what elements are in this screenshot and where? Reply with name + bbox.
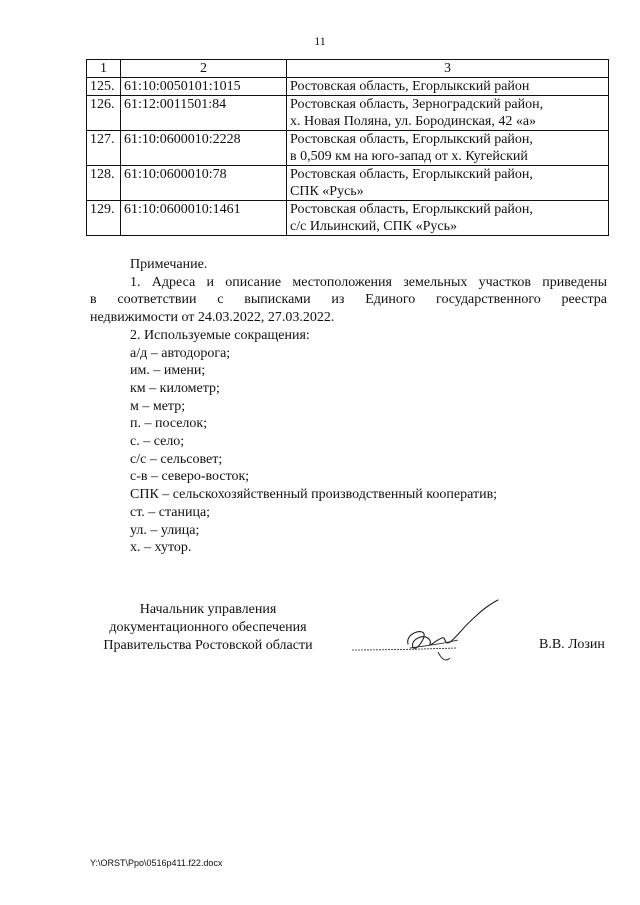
signatory-name: В.В. Лозин [539,637,605,652]
note-item-1-line-1: 1. Адреса и описание местоположения земельных участков приведены [130,274,607,290]
abbreviation-item: с/с – сельсовет; [130,451,223,467]
address-cell [287,96,609,131]
table-row [87,96,609,131]
notes-heading: Примечание. [130,257,208,272]
abbreviation-item: а/д – автодорога; [130,345,231,361]
column-header: 1 [87,60,121,78]
notes-section [90,256,607,557]
note-item-1-line-2: в соответствии с выписками из Единого государственного реестра [90,292,607,308]
signatory-title-line: Начальник управления [139,602,277,617]
address-line: Ростовская область, Зерноградский район, [290,97,544,112]
cadastral-number: 61:10:0050101:1015 [121,78,287,96]
abbreviation-item: с-в – северо-восток; [130,469,250,485]
table-row [87,131,609,166]
column-header: 3 [287,60,609,78]
address-cell [287,201,609,236]
address-line: х. Новая Поляна, ул. Бородинская, 42 «а» [290,114,537,129]
address-line: Ростовская область, Егорлыкский район, [290,132,533,147]
cadastral-number: 61:10:0600010:1461 [121,201,287,236]
handwritten-signature [346,596,506,668]
address-cell [287,131,609,166]
row-number: 128. [87,166,121,201]
abbreviation-item: км – километр; [130,380,220,396]
abbreviation-item: им. – имени; [130,363,206,379]
cadastral-number: 61:10:0600010:78 [121,166,287,201]
row-number: 125. [87,78,121,96]
table-row [87,78,609,96]
abbreviation-item: СПК – сельскохозяйственный производственный кооператив; [130,487,498,503]
file-path-footer: Y:\ORST\Ppo\0516p411.f22.docx [90,858,223,868]
table-header-row [87,60,609,78]
address-line: в 0,509 км на юго-запад от х. Кугейский [290,149,528,164]
row-number: 129. [87,201,121,236]
cadastral-number: 61:12:0011501:84 [121,96,287,131]
abbreviation-item: ул. – улица; [130,522,200,538]
table-row [87,166,609,201]
address-line: с/с Ильинский, СПК «Русь» [290,219,457,234]
address-cell [287,166,609,201]
address-line: Ростовская область, Егорлыкский район, [290,202,533,217]
land-plots-table [86,59,609,236]
row-number: 126. [87,96,121,131]
signatory-title-line: Правительства Ростовской области [103,637,313,653]
table-row [87,201,609,236]
note-item-1-line-3: недвижимости от 24.03.2022, 27.03.2022. [90,310,335,326]
abbreviation-item: х. – хутор. [130,540,192,556]
address-line: СПК «Русь» [290,184,364,199]
row-number: 127. [87,131,121,166]
abbreviation-item: с. – село; [130,434,185,450]
page-number: 11 [314,34,326,48]
column-header: 2 [121,60,287,78]
abbreviation-item: ст. – станица; [130,504,211,520]
abbreviation-item: п. – поселок; [130,416,208,432]
signatory-title-line: документационного обеспечения [109,619,307,635]
address-line: Ростовская область, Егорлыкский район [290,79,530,94]
note-item-2-heading: 2. Используемые сокращения: [130,327,310,343]
address-cell [287,78,609,96]
abbreviation-item: м – метр; [130,398,186,414]
cadastral-number: 61:10:0600010:2228 [121,131,287,166]
address-line: Ростовская область, Егорлыкский район, [290,167,533,182]
signatory-title [88,601,328,654]
